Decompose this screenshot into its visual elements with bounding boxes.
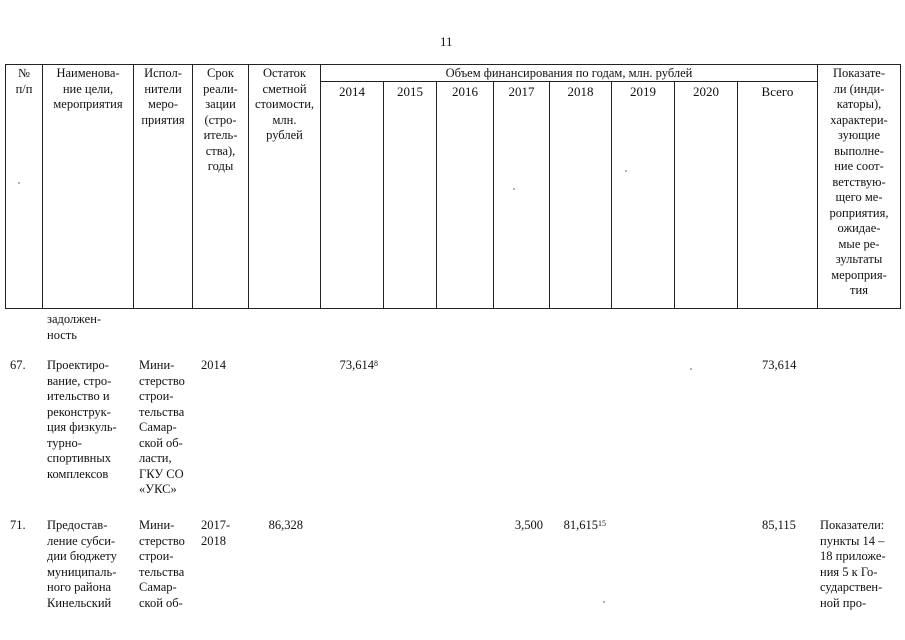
page-number: 11 xyxy=(440,34,453,49)
header-year-2019: 2019 xyxy=(630,84,656,99)
header-num: № п/п xyxy=(15,66,33,96)
row-67-num: 67. xyxy=(10,358,26,372)
header-executors: Испол- нители меро- приятия xyxy=(141,66,185,127)
header-indicators: Показате- ли (инди- каторы), характери- зующие выполне- ние соот- ветствую- щего ме- роприятия, ожидае- мые ре- зультаты мероприя- тия xyxy=(829,66,889,297)
row-71-num: 71. xyxy=(10,518,26,532)
row-67-name: Проектиро- вание, стро- ительство и реконструк- ция физкуль- турно- спортивных комплексов xyxy=(47,358,117,481)
header-year-2014: 2014 xyxy=(339,84,365,99)
row-71-2017: 3,500 xyxy=(514,518,543,532)
header-year-2020: 2020 xyxy=(693,84,719,99)
row-67-term: 2014 xyxy=(201,358,226,372)
row-71-remaining-cost: 86,328 xyxy=(268,518,303,532)
row-71-name: Предостав- ление субси- дии бюджету муниципаль- ного района Кинельский xyxy=(47,518,117,610)
header-year-2015: 2015 xyxy=(397,84,423,99)
header-total: Всего xyxy=(761,84,794,99)
row-67-2014-footnote: 8 xyxy=(374,359,378,368)
continuation-text: задолжен- ность xyxy=(47,312,102,342)
row-71-2018 xyxy=(550,518,606,534)
row-71-total: 85,115 xyxy=(762,518,796,532)
row-67-total: 73,614 xyxy=(762,358,797,372)
header-funding: Объем финансирования по годам, млн. рублей xyxy=(445,66,693,80)
row-71-indicators: Показатели: пункты 14 – 18 приложе- ния 5 к Го- сударствен- ной про- xyxy=(820,518,886,610)
row-67-2014-value: 73,614 xyxy=(339,358,374,372)
row-71-2018-value: 81,615 xyxy=(563,518,598,532)
row-67-executors: Мини- стерство строи- тельства Самар- ской об- ласти, ГКУ СО «УКС» xyxy=(139,358,185,496)
header-name: Наименова- ние цели, мероприятия xyxy=(53,66,123,111)
header-remaining-cost: Остаток сметной стоимости, млн. рублей xyxy=(254,66,315,142)
row-67-2014 xyxy=(321,358,378,374)
row-71-term: 2017- 2018 xyxy=(201,518,231,548)
header-year-2017: 2017 xyxy=(508,84,535,99)
row-71-executors: Мини- стерство строи- тельства Самар- ской об- xyxy=(139,518,185,610)
row-71-2018-footnote: 15 xyxy=(598,519,606,528)
header-term: Срок реали- зации (стро- итель- ства), годы xyxy=(203,66,238,173)
header-year-2018: 2018 xyxy=(567,84,594,99)
header-year-2016: 2016 xyxy=(452,84,478,99)
